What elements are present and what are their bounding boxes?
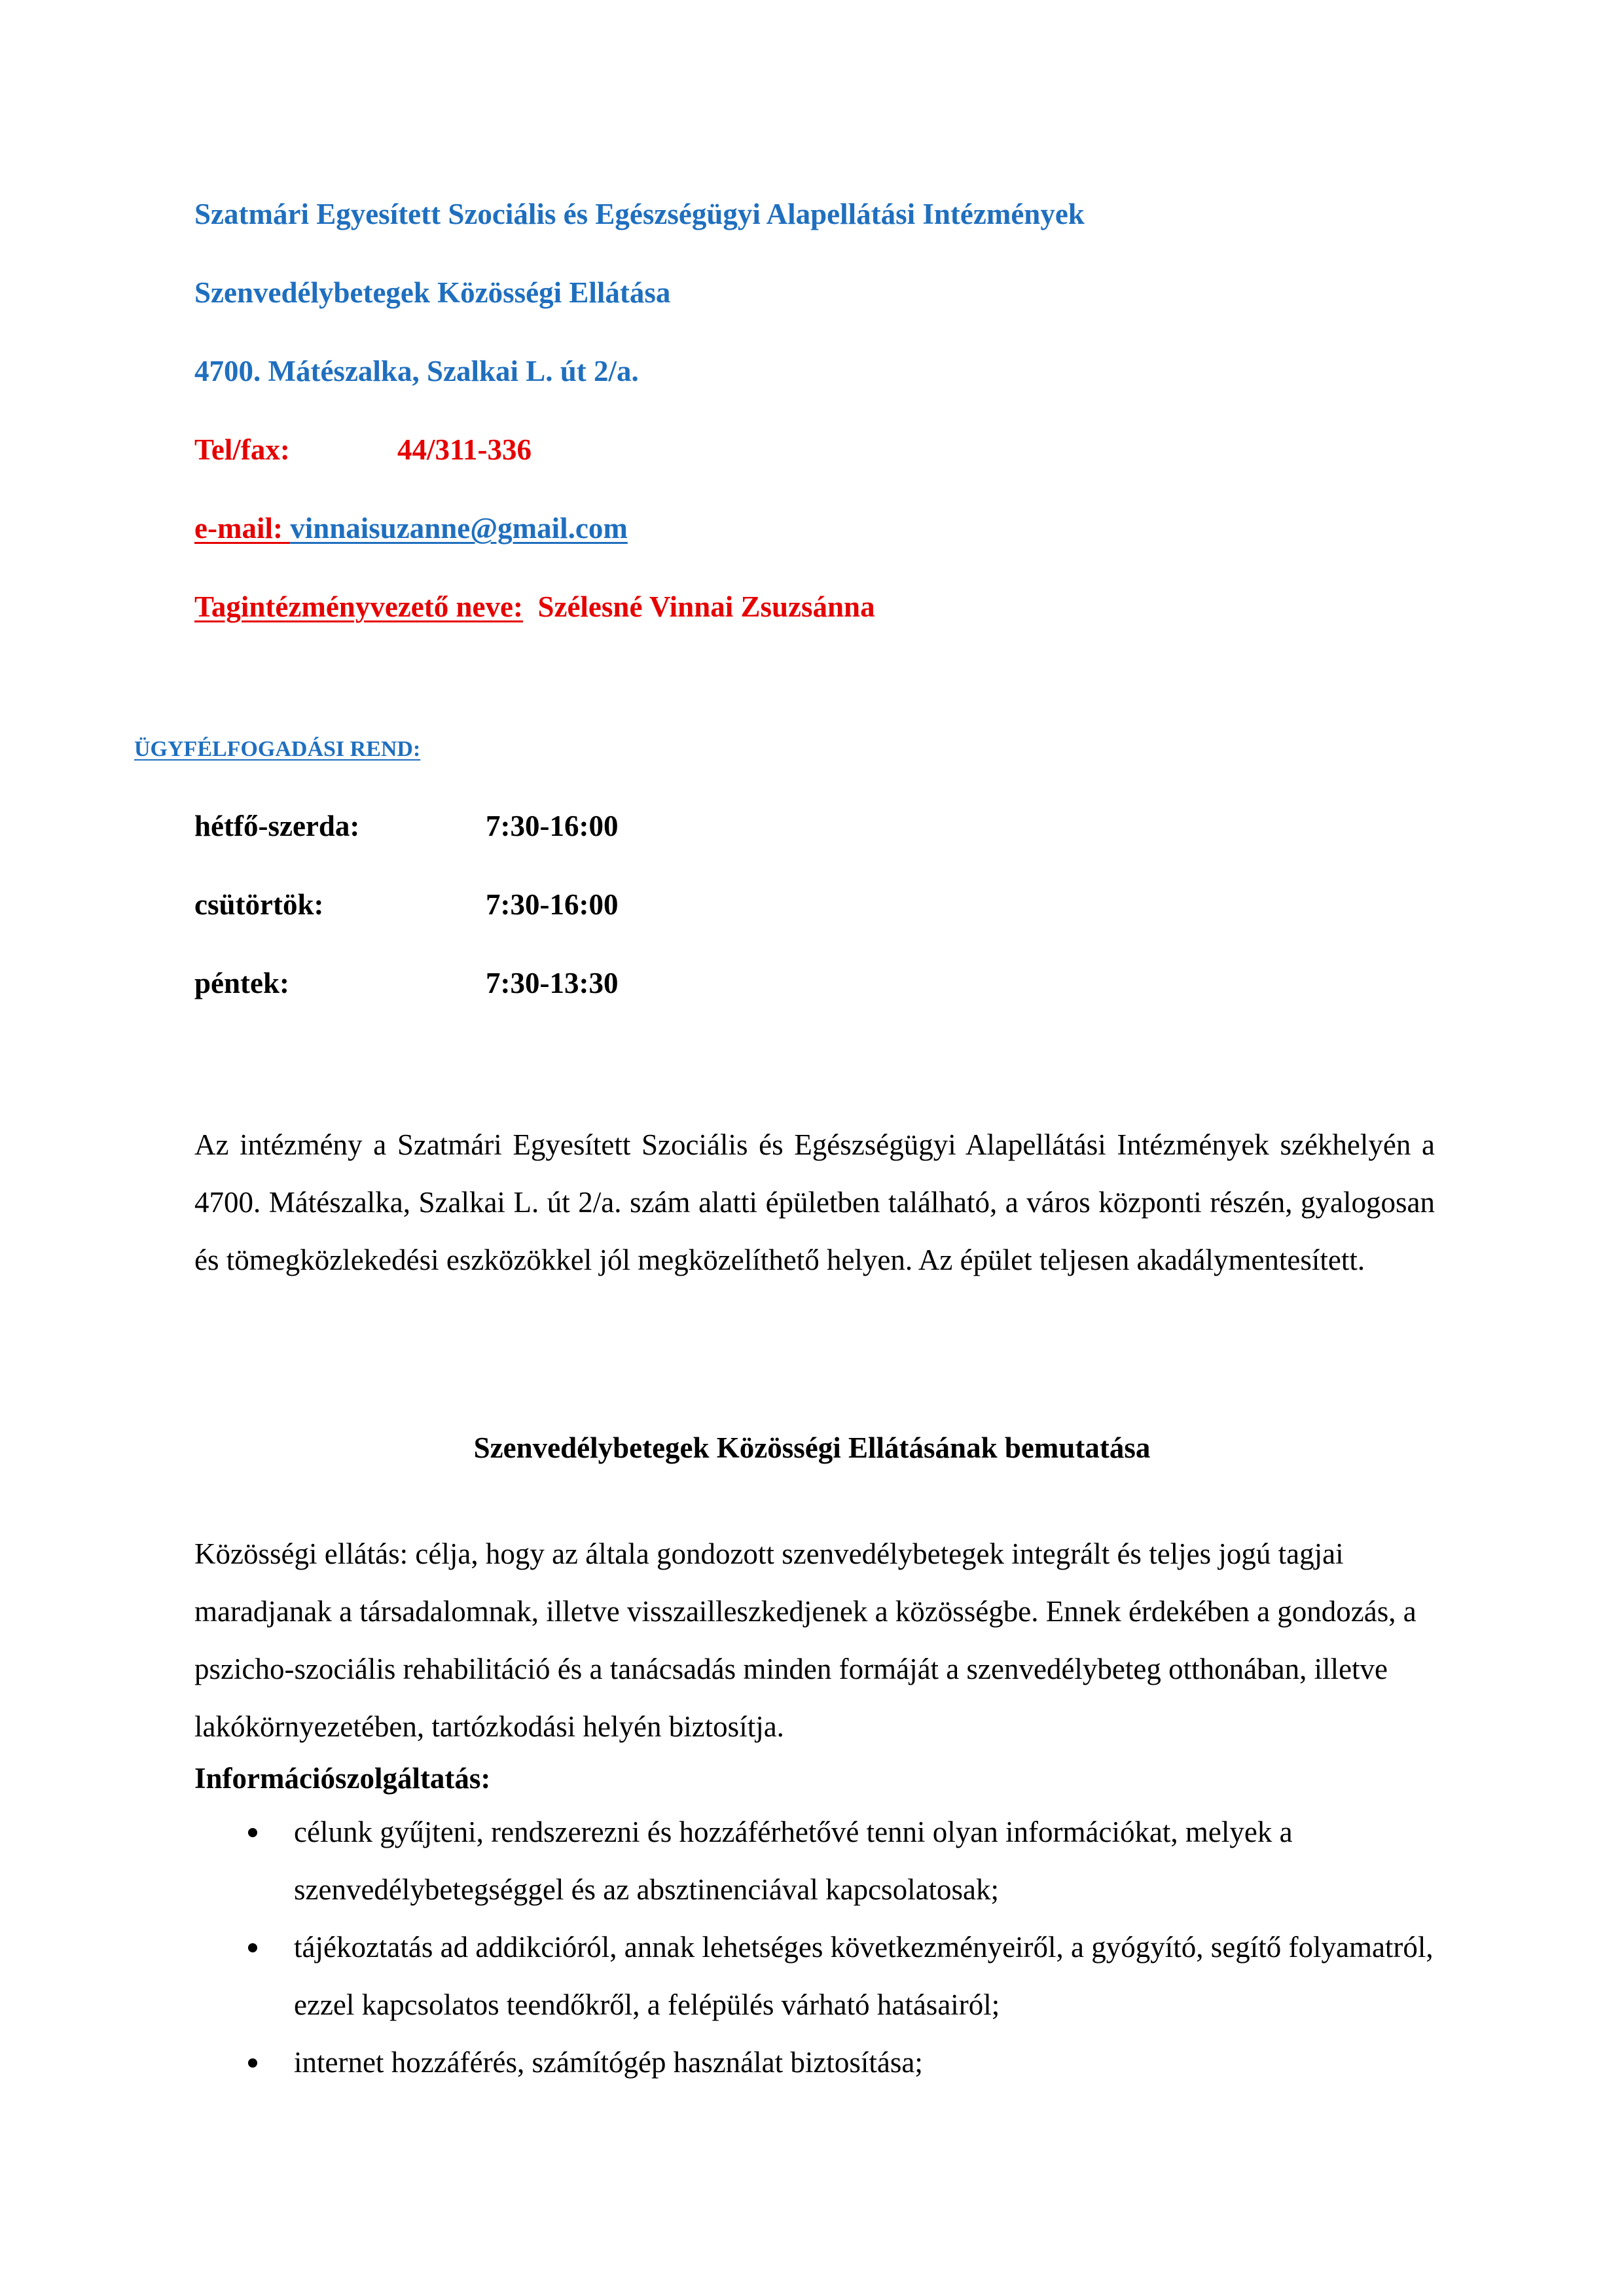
hours-time: 7:30-16:00 [486,888,619,921]
hours-day: csütörtök: [194,888,324,921]
email-line [194,514,628,543]
list-item [194,1803,1435,1918]
list-item-text: célunk gyűjteni, rendszerezni és hozzáférhetővé tenni olyan információkat, melyek a szenvedélybetegséggel és az absztinenciával kapcsolatosak; [294,1816,1293,1906]
info-list [194,1803,1435,2091]
phone-label: Tel/fax: [194,433,290,466]
opening-hours-title: ÜGYFÉLFOGADÁSI REND: [134,737,421,761]
location-paragraph: Az intézmény a Szatmári Egyesített Szociális és Egészségügyi Alapellátási Intézmények székhelyén a 4700. Mátészalka, Szalkai L. út 2/a. szám alatti épületben található, a város központi részén, gyalogosan és tömegközlekedési eszközökkel jól megközelíthető helyen. Az épület teljesen akadálymentesített. [194,1128,1435,1276]
section-heading: Szenvedélybetegek Közösségi Ellátásának bemutatása [473,1431,1151,1464]
email-label: e-mail: [194,512,291,545]
bullet-icon [248,1943,257,1952]
info-heading: Információszolgáltatás: [194,1762,491,1795]
list-item [194,2034,1435,2091]
manager-label: Tagintézményvezető neve: [194,590,523,623]
intro-paragraph: Közösségi ellátás: célja, hogy az általa gondozott szenvedélybetegek integrált és teljes jogú tagjai maradjanak a társadalomnak, illetve visszailleszkedjenek a közösségbe. Ennek érdekében a gondozás, a pszicho-szociális rehabilitáció és a tanácsadás minden formáját a szenvedélybeteg otthonában, illetve lakókörnyezetében, tartózkodási helyén biztosítja. [194,1537,1416,1743]
hours-day: péntek: [194,967,289,999]
org-name: Szatmári Egyesített Szociális és Egészségügyi Alapellátási Intézmények [194,198,1085,230]
email-link[interactable]: vinnaisuzanne@gmail.com [290,512,628,545]
unit-name: Szenvedélybetegek Közösségi Ellátása [194,276,671,309]
address: 4700. Mátészalka, Szalkai L. út 2/a. [194,355,639,387]
manager-name: Szélesné Vinnai Zsuzsánna [537,590,875,623]
hours-row [194,812,618,841]
hours-time: 7:30-16:00 [486,810,619,842]
phone-value: 44/311-336 [397,433,532,466]
hours-row [194,969,618,998]
list-item-text: tájékoztatás ad addikcióról, annak lehetséges következményeiről, a gyógyító, segítő folyamatról, ezzel kapcsolatos teendőkről, a felépülés várható hatásairól; [294,1931,1434,2021]
hours-day: hétfő-szerda: [194,810,360,842]
bullet-icon [248,2058,257,2068]
manager-line [194,592,875,622]
list-item-text: internet hozzáférés, számítógép használat biztosítása; [294,2046,923,2079]
hours-row [194,890,618,920]
phone-line [194,435,532,465]
hours-time: 7:30-13:30 [486,967,619,999]
list-item [194,1918,1435,2034]
bullet-icon [248,1828,257,1837]
